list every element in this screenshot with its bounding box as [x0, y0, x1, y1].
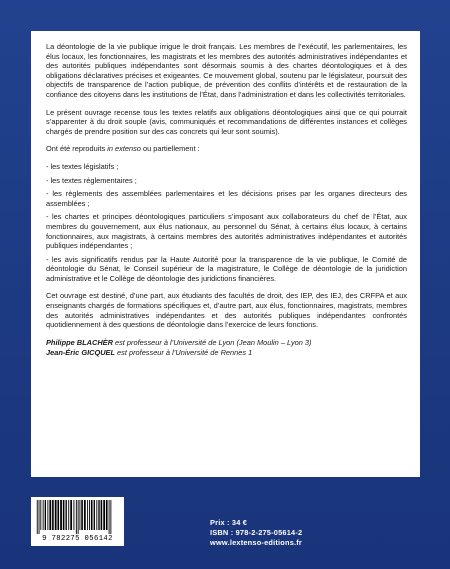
barcode-bar — [43, 500, 44, 530]
barcode-bar — [81, 500, 83, 530]
list-item: - les chartes et principes déontologiques particuliers s’imposant aux collaborateurs du chef de l’État, aux membres du gouvernement, aux élus nationaux, au personnel du Sénat, à certains élus locaux, à certains fonctionnaires, aux magistrats, à certains membres des autorités administratives indépendantes et autorités publiques indépendantes ; — [46, 212, 407, 251]
authors-block — [46, 338, 407, 358]
barcode-bar — [40, 500, 41, 530]
author-line — [46, 338, 407, 348]
author-line — [46, 348, 407, 358]
barcode-bar — [94, 500, 95, 530]
barcode-bar — [73, 500, 74, 530]
barcode-bar — [103, 500, 105, 530]
barcode-bar — [98, 500, 99, 530]
list-intro-after: ou partiellement : — [140, 144, 200, 154]
barcode-bar — [37, 500, 38, 534]
list-intro-emphasis: in extenso — [107, 144, 141, 154]
barcode-bar — [96, 500, 97, 530]
list-item: - les règlements des assemblées parlementaires et les décisions prises par les organes directeurs des assemblées ; — [46, 189, 407, 208]
barcode-bar — [63, 500, 65, 530]
isbn-barcode — [31, 497, 124, 546]
barcode-bar — [66, 500, 67, 530]
barcode-bar — [55, 500, 57, 530]
barcode-bar — [49, 500, 51, 530]
barcode-bar — [91, 500, 93, 530]
author-name: Philippe BLACHÈR — [46, 337, 113, 347]
list-item: - les textes législatifs ; — [46, 161, 119, 171]
barcode-bar — [87, 500, 88, 530]
barcode-bar — [110, 500, 111, 534]
list-item: - les textes réglementaires ; — [46, 175, 137, 185]
barcode-digits: 9 782275 056142 — [42, 535, 113, 543]
barcode-bar — [89, 500, 90, 530]
barcode-bar — [70, 500, 72, 530]
paragraph-audience: Cet ouvrage est destiné, d’une part, aux étudiants des facultés de droit, des IEP, des IEJ, des CRFPA et aux enseignants chargés de formations spécifiques et, d’autre part, aux élus, fonctionnaires, magistrats, membres des autorités administratives indépendantes et des autorités publiques indépendantes confrontés quotidiennement à des questions de déontologie dans l’exercice de leurs fonctions. — [46, 291, 407, 330]
barcode-bar — [39, 500, 40, 534]
barcode-bar — [52, 500, 54, 530]
barcode-bar — [60, 500, 62, 530]
barcode-bar — [101, 500, 103, 530]
barcode-bars — [35, 500, 120, 534]
description-panel — [31, 31, 420, 477]
barcode-bar — [76, 500, 77, 534]
barcode-bar — [45, 500, 46, 530]
price-label: Prix : 34 € — [210, 518, 248, 527]
list-intro — [46, 144, 407, 154]
list-intro-before: Ont été reproduits — [46, 144, 108, 154]
list-item: - les avis significatifs rendus par la Haute Autorité pour la transparence de la vie publique, le Comité de déontologie du Sénat, le Conseil supérieur de la magistrature, le Collège de déontologie de la juridiction administrative et le Collège de déontologie des juridictions financières. — [46, 254, 407, 283]
author-role: est professeur à l’Université de Lyon (Jean Moulin – Lyon 3) — [112, 337, 312, 347]
isbn-label: ISBN : 978-2-275-05614-2 — [210, 527, 303, 537]
barcode-bar — [84, 500, 86, 530]
pricing-block — [210, 518, 420, 547]
author-name: Jean-Éric GICQUEL — [46, 348, 115, 358]
paragraph-scope: Le présent ouvrage recense tous les textes relatifs aux obligations déontologiques ainsi que ce qui pourrait s’apparenter à du droit souple (avis, communiqués et recommandations de différentes instances et collèges chargés de prendre position sur des cas concrets qui leur sont soumis). — [46, 107, 407, 136]
barcode-bar — [57, 500, 59, 530]
website-link[interactable]: www.lextenso-editions.fr — [210, 537, 302, 547]
paragraph-intro-deontology: La déontologie de la vie publique irrigue le droit français. Les membres de l’exécutif, les parlementaires, les élus locaux, les fonctionnaires, les magistrats et les membres des autorités administratives indépendantes et des autorités publiques indépendantes sont désormais soumis à des chartes déontologiques et à des obligations déclaratives précises et exigeantes. Ce mouvement global, soutenu par le législateur, poursuit des objectifs de transparence de l’action publique, de prévention des conflits d’intérêts et de restauration de la confiance des citoyens dans les institutions de l’État, dans l’administration et dans les collectivités territoriales. — [46, 42, 407, 99]
barcode-bar — [79, 500, 80, 530]
barcode-bar — [109, 500, 110, 534]
author-role: est professeur à l’Université de Rennes 1 — [115, 348, 253, 358]
barcode-bar — [106, 500, 108, 530]
barcode-bar — [47, 500, 48, 530]
barcode-bar — [78, 500, 79, 534]
barcode-bar — [68, 500, 69, 530]
reproduced-texts-list — [46, 162, 407, 284]
